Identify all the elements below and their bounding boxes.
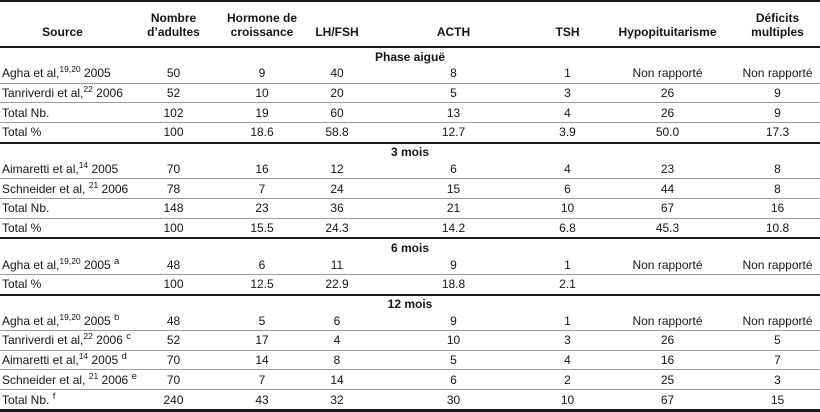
value-cell: 15.5 xyxy=(222,218,302,238)
section-header-row xyxy=(0,47,820,64)
value-cell: 15 xyxy=(735,390,820,411)
value-cell: 52 xyxy=(125,83,222,103)
value-cell: 10 xyxy=(535,390,600,411)
value-cell: 10 xyxy=(535,198,600,218)
value-cell: 17 xyxy=(222,331,302,351)
value-cell: 5 xyxy=(372,83,535,103)
section-header-row xyxy=(0,295,820,312)
source-cell: Schneider et al, $^{21}$ 2006 xyxy=(0,179,125,199)
source-cell: Aimaretti et al,$^{14}$ 2005 xyxy=(2,159,119,176)
value-cell: 4 xyxy=(302,331,372,351)
reference-superscript: 14 xyxy=(78,351,89,362)
column-header-nombre-adultes: Nombre d’adultes xyxy=(125,1,222,47)
value-cell: 26 xyxy=(600,103,735,123)
value-cell: 2.1 xyxy=(535,274,600,294)
value-cell: 32 xyxy=(302,390,372,411)
header-row xyxy=(0,1,820,47)
source-cell: Total % xyxy=(0,274,125,294)
table-row xyxy=(0,350,820,370)
value-cell: 22.9 xyxy=(302,274,372,294)
value-cell: 45.3 xyxy=(600,218,735,238)
source-cell: Total Nb. xyxy=(0,103,125,123)
value-cell: 18.8 xyxy=(372,274,535,294)
value-cell: 70 xyxy=(125,370,222,390)
value-cell: 70 xyxy=(125,350,222,370)
column-header-deficits-multiples: Déficits multiples xyxy=(735,1,820,47)
value-cell: 26 xyxy=(600,83,735,103)
value-cell: 10.8 xyxy=(735,218,820,238)
value-cell: Non rapporté xyxy=(632,66,703,81)
value-cell: 20 xyxy=(302,83,372,103)
section-label: Phase aiguë xyxy=(0,47,820,64)
value-cell: 15 xyxy=(372,179,535,199)
table-row xyxy=(0,274,820,294)
value-cell: Non rapporté xyxy=(742,313,813,328)
value-cell: 100 xyxy=(125,218,222,238)
value-cell: 14 xyxy=(302,370,372,390)
reference-superscript: 19,20 xyxy=(59,255,81,266)
value-cell: 36 xyxy=(302,198,372,218)
footnote-superscript: d xyxy=(121,351,127,363)
value-cell: 7 xyxy=(222,179,302,199)
column-header-hormone-croissance: Hormone de croissance xyxy=(222,1,302,47)
source-cell: Total % xyxy=(0,122,125,142)
source-cell: Tanriverdi et al,$^{22}$ 2006 xyxy=(0,83,125,103)
reference-superscript: 21 xyxy=(88,370,99,381)
value-cell: 6 xyxy=(258,257,266,272)
column-header-tsh: TSH xyxy=(535,1,600,47)
source-cell: Total Nb. xyxy=(0,198,125,218)
column-header-acth: ACTH xyxy=(372,1,535,47)
value-cell: 6 xyxy=(535,179,600,199)
value-cell: Non rapporté xyxy=(742,257,813,272)
value-cell: 18.6 xyxy=(222,122,302,142)
value-cell: 24 xyxy=(302,179,372,199)
value-cell: 23 xyxy=(222,198,302,218)
column-header-hypopituitarisme: Hypopituitarisme xyxy=(600,1,735,47)
source-cell: Aimaretti et al,$^{14}$ 2005 $^d$ xyxy=(0,350,125,370)
value-cell: 26 xyxy=(600,331,735,351)
value-cell: 67 xyxy=(600,390,735,411)
section-label: 3 mois xyxy=(0,143,820,160)
source-cell: Agha et al,$^{19,20}$ 2005 $^b$ xyxy=(2,311,120,328)
value-cell: 9 xyxy=(735,103,820,123)
section-label: 6 mois xyxy=(0,238,820,255)
source-cell: Total Nb. $^f$ xyxy=(0,390,125,411)
column-header-source: Source xyxy=(0,1,125,47)
value-cell: 5 xyxy=(735,331,820,351)
table-row xyxy=(0,160,820,179)
source-cell: Agha et al,$^{19,20}$ 2005 $^a$ xyxy=(2,255,120,272)
value-cell: 9 xyxy=(450,313,457,328)
value-cell: 8 xyxy=(774,161,781,176)
table-row xyxy=(0,390,820,411)
value-cell: 2 xyxy=(535,370,600,390)
table-row xyxy=(0,64,820,83)
value-cell: 3 xyxy=(735,370,820,390)
value-cell: 4 xyxy=(564,161,571,176)
value-cell: 5 xyxy=(258,313,266,328)
value-cell: 12.5 xyxy=(222,274,302,294)
value-cell: 4 xyxy=(535,103,600,123)
value-cell: 19 xyxy=(222,103,302,123)
reference-superscript: 14 xyxy=(78,159,89,170)
reference-superscript: 19,20 xyxy=(59,64,81,75)
value-cell xyxy=(600,274,735,294)
value-cell: 70 xyxy=(166,161,181,176)
value-cell: 148 xyxy=(125,198,222,218)
reference-superscript: 22 xyxy=(83,331,93,342)
reference-superscript: 22 xyxy=(83,83,93,94)
value-cell: 67 xyxy=(600,198,735,218)
value-cell: 100 xyxy=(125,274,222,294)
value-cell xyxy=(735,274,820,294)
value-cell: 10 xyxy=(222,83,302,103)
value-cell: 240 xyxy=(125,390,222,411)
value-cell: 21 xyxy=(372,198,535,218)
value-cell: 6 xyxy=(450,161,457,176)
value-cell: 5 xyxy=(372,350,535,370)
value-cell: Non rapporté xyxy=(742,66,813,81)
footnote-superscript: f xyxy=(52,390,56,402)
value-cell: Non rapporté xyxy=(632,313,703,328)
value-cell: 8 xyxy=(450,66,457,81)
value-cell: 50.0 xyxy=(600,122,735,142)
value-cell: 16 xyxy=(255,161,269,176)
table-row xyxy=(0,218,820,238)
value-cell: 48 xyxy=(166,313,181,328)
value-cell: 44 xyxy=(600,179,735,199)
table-row xyxy=(0,83,820,103)
value-cell: 48 xyxy=(166,257,181,272)
value-cell: 12.7 xyxy=(372,122,535,142)
value-cell: 3 xyxy=(535,331,600,351)
value-cell: 9 xyxy=(735,83,820,103)
table-row xyxy=(0,255,820,274)
value-cell: 25 xyxy=(600,370,735,390)
value-cell: 14 xyxy=(222,350,302,370)
value-cell: 24.3 xyxy=(302,218,372,238)
section-header-row xyxy=(0,238,820,255)
value-cell: 10 xyxy=(372,331,535,351)
value-cell: 60 xyxy=(302,103,372,123)
value-cell: 52 xyxy=(125,331,222,351)
value-cell: 58.8 xyxy=(302,122,372,142)
table-row xyxy=(0,122,820,142)
value-cell: 8 xyxy=(302,350,372,370)
value-cell: 7 xyxy=(735,350,820,370)
value-cell: 12 xyxy=(330,161,344,176)
value-cell: 16 xyxy=(600,350,735,370)
source-cell: Total % xyxy=(0,218,125,238)
reference-superscript: 19,20 xyxy=(59,311,81,322)
value-cell: 6.8 xyxy=(535,218,600,238)
value-cell: 17.3 xyxy=(735,122,820,142)
section-label: 12 mois xyxy=(0,295,820,312)
value-cell: 23 xyxy=(660,161,675,176)
value-cell: 11 xyxy=(330,257,344,272)
value-cell: 6 xyxy=(372,370,535,390)
value-cell: 8 xyxy=(735,179,820,199)
column-header-lh-fsh: LH/FSH xyxy=(302,1,372,47)
table-row xyxy=(0,331,820,351)
source-cell: Tanriverdi et al,$^{22}$ 2006 $^c$ xyxy=(0,331,125,351)
value-cell: 16 xyxy=(735,198,820,218)
value-cell: 14.2 xyxy=(372,218,535,238)
value-cell: 1 xyxy=(564,257,571,272)
table-row xyxy=(0,103,820,123)
value-cell: 13 xyxy=(372,103,535,123)
value-cell: 4 xyxy=(535,350,600,370)
value-cell: 3 xyxy=(535,83,600,103)
value-cell: 6 xyxy=(333,313,341,328)
value-cell: 40 xyxy=(330,66,344,81)
source-cell: Schneider et al, $^{21}$ 2006 $^e$ xyxy=(0,370,125,390)
source-cell: Agha et al,$^{19,20}$ 2005 xyxy=(2,64,111,81)
value-cell: 9 xyxy=(258,66,266,81)
table-row xyxy=(0,179,820,199)
table-row xyxy=(0,370,820,390)
value-cell: 102 xyxy=(125,103,222,123)
footnote-superscript: e xyxy=(131,370,137,382)
section-header-row xyxy=(0,143,820,160)
table-row xyxy=(0,198,820,218)
footnote-superscript: b xyxy=(114,311,120,323)
reference-superscript: 21 xyxy=(88,179,99,190)
value-cell: 3.9 xyxy=(535,122,600,142)
value-cell: 1 xyxy=(564,66,571,81)
value-cell: 50 xyxy=(166,66,181,81)
value-cell: 43 xyxy=(222,390,302,411)
value-cell: 1 xyxy=(564,313,571,328)
footnote-superscript: c xyxy=(126,331,131,343)
value-cell: 100 xyxy=(125,122,222,142)
value-cell: 7 xyxy=(222,370,302,390)
table-row xyxy=(0,312,820,331)
value-cell: Non rapporté xyxy=(632,257,703,272)
value-cell: 78 xyxy=(125,179,222,199)
footnote-superscript: a xyxy=(114,255,120,267)
value-cell: 9 xyxy=(450,257,457,272)
table-body xyxy=(0,47,820,411)
table-header xyxy=(0,1,820,47)
value-cell: 30 xyxy=(372,390,535,411)
